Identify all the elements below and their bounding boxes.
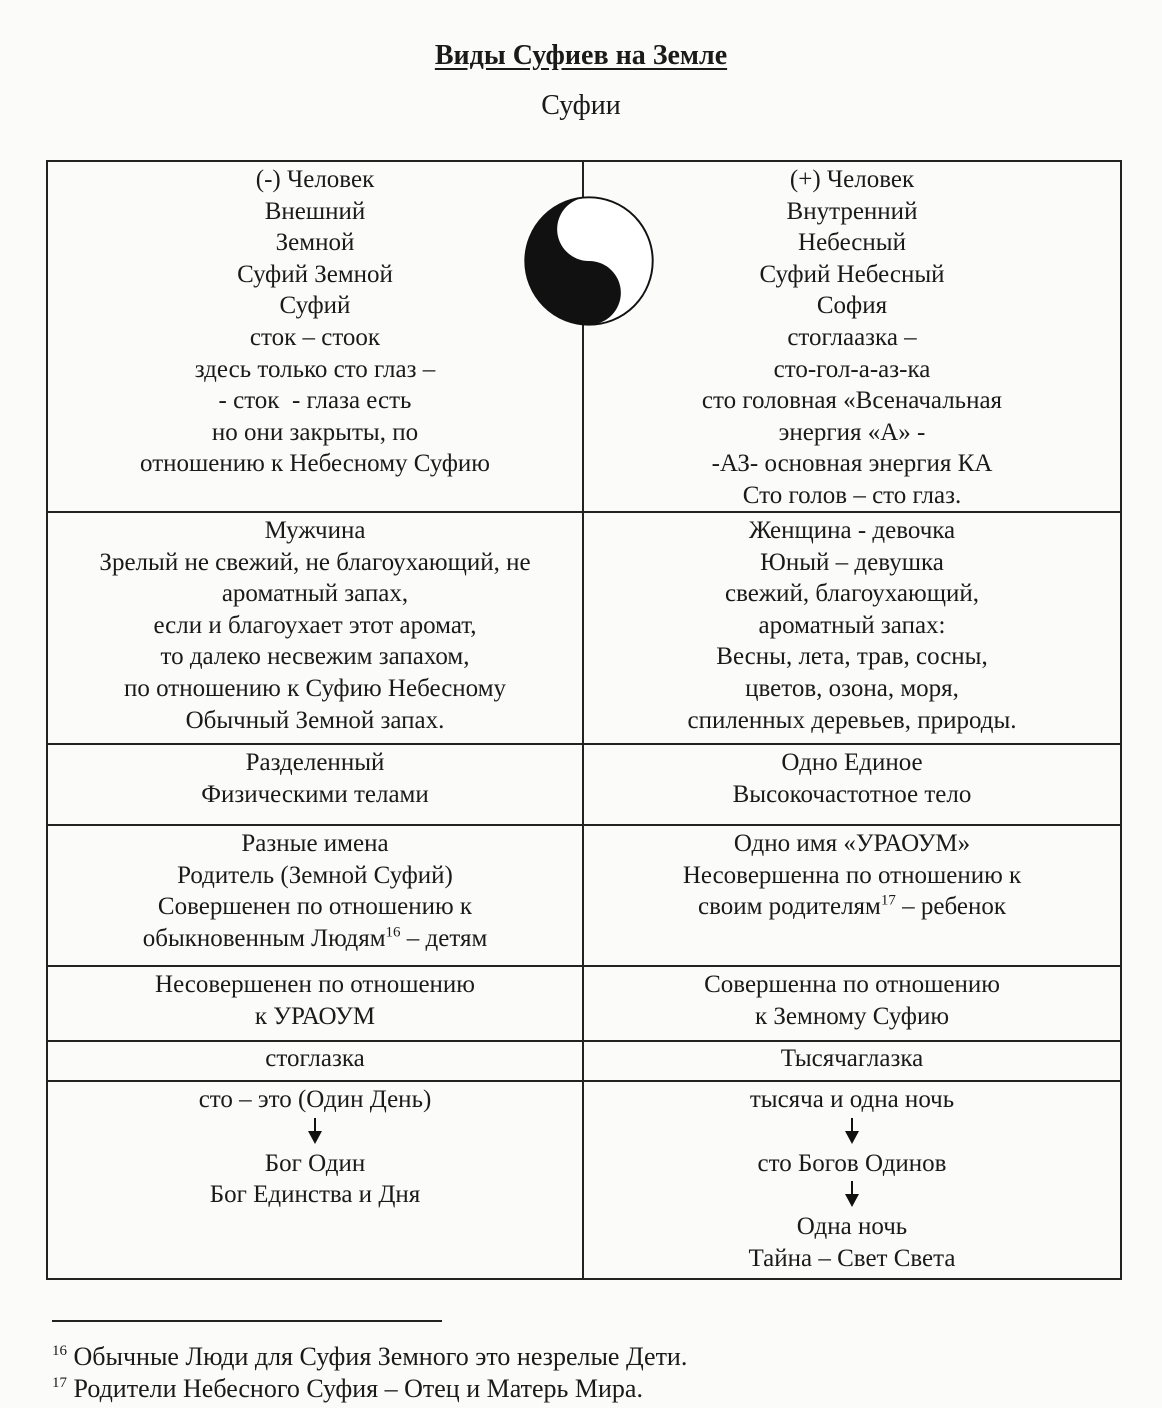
cell-line: Юный – девушка bbox=[760, 548, 944, 576]
cell-line: Физическими телами bbox=[201, 780, 429, 808]
table-row bbox=[48, 1082, 1120, 1278]
cell-line: Женщина - девочка bbox=[748, 517, 956, 544]
cell-line: сто-гол-а-аз-ка bbox=[773, 355, 931, 383]
cell-line: Сто голов – сто глаз. bbox=[742, 481, 962, 509]
table-row bbox=[48, 1042, 1120, 1082]
table-row bbox=[48, 513, 1120, 745]
cell-line: цветов, озона, моря, bbox=[745, 674, 959, 702]
cell-line: то далеко несвежим запахом, bbox=[160, 643, 470, 671]
cell-line: сто Богов Одинов bbox=[757, 1149, 947, 1177]
cell-line: Несовершенна по отношению к bbox=[682, 861, 1022, 889]
cell-line: Суфий Земной bbox=[237, 260, 393, 288]
footnote-text: Родители Небесного Суфия – Отец и Матерь Мира. bbox=[73, 1374, 643, 1403]
cell-line: отношению к Небесному Суфию bbox=[140, 450, 490, 478]
footnote-text: Обычные Люди для Суфия Земного это незрелые Дети. bbox=[73, 1342, 688, 1371]
cell-line: спиленных деревьев, природы. bbox=[687, 706, 1017, 734]
cell-line: Одно имя «УРАОУМ» bbox=[733, 830, 971, 857]
footnote bbox=[52, 1374, 643, 1404]
cell-line: Зрелый не свежий, не благоухающий, не bbox=[99, 548, 531, 576]
cell-line: энергия «А» - bbox=[778, 418, 926, 446]
table-cell-right bbox=[584, 1042, 1120, 1080]
cell-line: стоглаазка – bbox=[787, 323, 917, 351]
table-cell-left bbox=[48, 162, 584, 511]
cell-text: – детям bbox=[406, 924, 488, 952]
cell-line: сток – стоок bbox=[249, 323, 381, 351]
table-cell-right bbox=[584, 826, 1120, 965]
cell-line: свежий, благоухающий, bbox=[725, 580, 979, 608]
cell-line: Тайна – Свет Света bbox=[748, 1244, 956, 1272]
cell-line: ароматный запах, bbox=[221, 580, 409, 608]
arrow-down-icon bbox=[48, 1116, 582, 1148]
cell-line-with-footnote bbox=[584, 891, 1120, 923]
cell-line: если и благоухает этот аромат, bbox=[153, 611, 477, 639]
cell-line: Суфий Небесный bbox=[759, 260, 945, 288]
table-cell-left bbox=[48, 967, 584, 1040]
cell-line: Обычный Земной запах. bbox=[185, 706, 445, 734]
arrow-down-icon bbox=[584, 1179, 1120, 1211]
cell-line: по отношению к Суфию Небесному bbox=[123, 674, 507, 702]
sufi-comparison-table bbox=[46, 160, 1122, 1280]
table-cell-left bbox=[48, 513, 584, 743]
cell-line: Разделенный bbox=[245, 749, 385, 776]
cell-line: здесь только сто глаз – bbox=[194, 355, 436, 383]
cell-line: Родитель (Земной Суфий) bbox=[177, 861, 453, 889]
cell-line: к УРАОУМ bbox=[254, 1002, 376, 1030]
page-subtitle: Суфии bbox=[541, 90, 621, 121]
footnote bbox=[52, 1342, 687, 1372]
cell-line: Внешний bbox=[264, 197, 366, 225]
cell-line: Земной bbox=[275, 229, 355, 257]
cell-line: тысяча и одна ночь bbox=[749, 1086, 955, 1113]
cell-line: стоглазка bbox=[265, 1045, 365, 1072]
cell-line: Тысячаглазка bbox=[780, 1045, 924, 1072]
cell-line: Весны, лета, трав, сосны, bbox=[716, 643, 988, 671]
table-row bbox=[48, 967, 1120, 1042]
footnote-number: 16 bbox=[52, 1343, 67, 1359]
cell-line: (+) Человек bbox=[789, 166, 915, 193]
cell-line: Бог Единства и Дня bbox=[209, 1181, 421, 1209]
arrow-down-icon bbox=[584, 1116, 1120, 1148]
table-cell-left bbox=[48, 826, 584, 965]
footnote-number: 17 bbox=[52, 1375, 67, 1391]
cell-line: сто – это (Один День) bbox=[198, 1086, 432, 1113]
cell-line: Внутренний bbox=[786, 197, 918, 225]
cell-line: к Земному Суфию bbox=[755, 1002, 949, 1030]
cell-line: ароматный запах: bbox=[758, 611, 946, 639]
cell-line: Мужчина bbox=[264, 517, 366, 544]
footnote-ref: 16 bbox=[385, 924, 401, 941]
cell-line: Бог Один bbox=[264, 1149, 366, 1177]
cell-line-with-footnote bbox=[48, 923, 582, 955]
cell-text: – ребенок bbox=[902, 893, 1006, 921]
cell-line: Несовершенен по отношению bbox=[155, 971, 475, 998]
page-title: Виды Суфиев на Земле bbox=[434, 40, 728, 71]
cell-line: -АЗ- основная энергия КА bbox=[711, 450, 993, 478]
cell-line: Одна ночь bbox=[796, 1213, 908, 1241]
cell-line: Совершенен по отношению к bbox=[157, 893, 473, 921]
cell-line: Суфий bbox=[279, 292, 351, 320]
cell-line: - сток - глаза есть bbox=[218, 387, 412, 415]
footnote-divider bbox=[52, 1320, 442, 1322]
table-cell-left bbox=[48, 1042, 584, 1080]
table-cell-left bbox=[48, 1082, 584, 1278]
table-row bbox=[48, 162, 1120, 513]
table-row bbox=[48, 826, 1120, 967]
table-row bbox=[48, 745, 1120, 826]
cell-line: (-) Человек bbox=[255, 166, 375, 193]
table-cell-right bbox=[584, 162, 1120, 511]
cell-line: сто головная «Всеначальная bbox=[701, 387, 1003, 415]
cell-line: но они закрыты, по bbox=[211, 418, 419, 446]
cell-line: Одно Единое bbox=[781, 749, 923, 776]
table-cell-right bbox=[584, 967, 1120, 1040]
yin-yang-icon bbox=[524, 196, 654, 326]
cell-text: обыкновенным Людям bbox=[142, 924, 386, 952]
table-cell-right bbox=[584, 745, 1120, 824]
cell-line: София bbox=[816, 292, 888, 320]
cell-line: Высокочастотное тело bbox=[732, 780, 972, 808]
footnote-ref: 17 bbox=[880, 892, 896, 909]
cell-line: Совершенна по отношению bbox=[704, 971, 1000, 998]
cell-text: своим родителям bbox=[698, 893, 881, 921]
cell-line: Разные имена bbox=[241, 830, 389, 857]
table-cell-right bbox=[584, 1082, 1120, 1278]
table-cell-right bbox=[584, 513, 1120, 743]
table-cell-left bbox=[48, 745, 584, 824]
cell-line: Небесный bbox=[798, 229, 906, 257]
